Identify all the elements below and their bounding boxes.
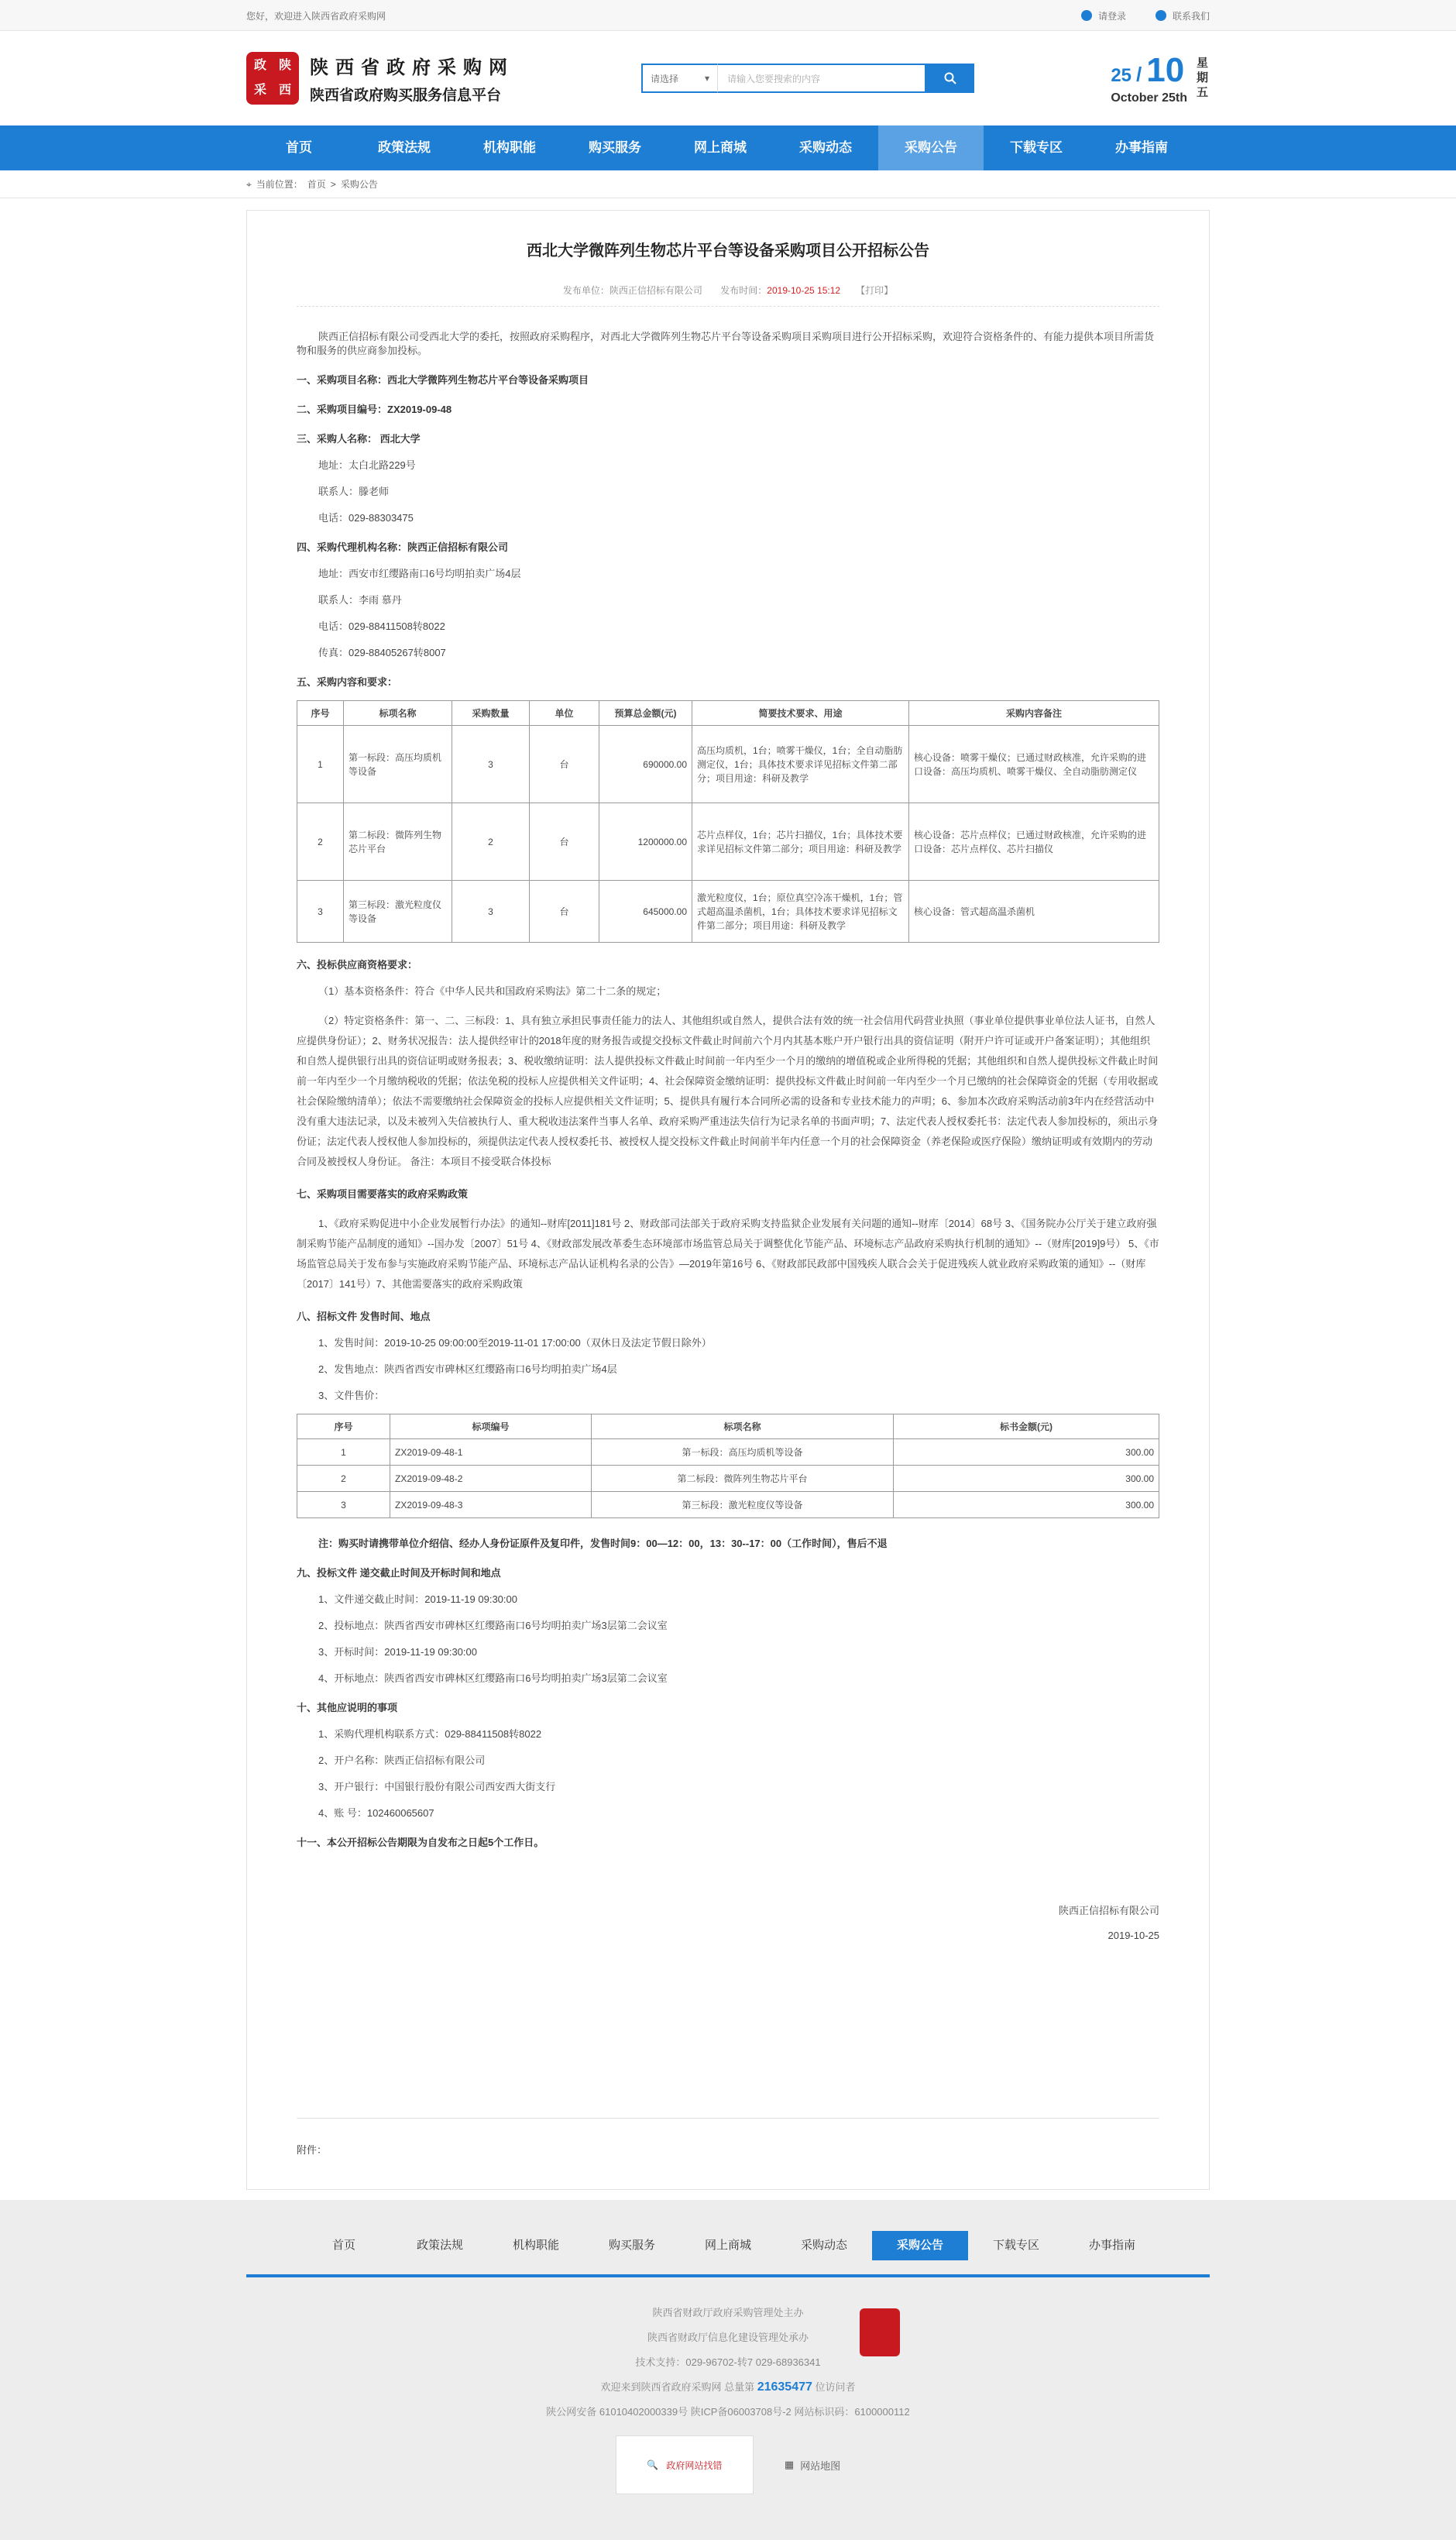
date-day: 25 [1111, 65, 1132, 86]
footer-badges [0, 2435, 1456, 2494]
s3-item: 电话：029-88303475 [318, 512, 414, 524]
table-header: 序号 [297, 701, 344, 726]
s8-item: 1、发售时间：2019-10-25 09:00:00至2019-11-01 17:00:00（双休日及法定节假日除外） [318, 1337, 712, 1349]
cell: 第三标段：激光粒度仪等设备 [344, 881, 452, 943]
site-subtitle: 陕西省政府购买服务信息平台 [310, 88, 502, 104]
chevron-down-icon: ▾ [704, 73, 709, 84]
nav-purchase-service[interactable]: 购买服务 [589, 140, 641, 155]
section-11: 十一、本公开招标公告期限为自发布之日起5个工作日。 [297, 1837, 544, 1848]
section-4: 四、采购代理机构名称：陕西正信招标有限公司 [297, 541, 509, 553]
login-label: 请登录 [1097, 10, 1126, 22]
signature-date: 2019-10-25 [1107, 1930, 1159, 1941]
table-row [297, 881, 1159, 943]
table-row [297, 803, 1159, 881]
s4-item: 联系人：李雨 慕丹 [318, 594, 402, 606]
footer [0, 2200, 1456, 2540]
lots-table [297, 700, 1159, 943]
article-title: 西北大学微阵列生物芯片平台等设备采购项目公开招标公告 [527, 242, 929, 259]
user-icon [1081, 10, 1092, 21]
cell: 第一标段：高压均质机等设备 [344, 726, 452, 803]
contact-link[interactable] [1156, 9, 1210, 22]
cell: 核心设备：管式超高温杀菌机 [909, 881, 1159, 943]
table-header: 序号 [297, 1414, 390, 1439]
table-row [297, 1439, 1159, 1466]
nav-news[interactable]: 采购动态 [799, 140, 852, 155]
footer-nav [246, 2200, 1210, 2260]
footer-support: 技术支持：029-96702-转7 029-68936341 [635, 2356, 821, 2368]
cell: 690000.00 [599, 726, 692, 803]
section-3: 三、采购人名称： 西北大学 [297, 433, 421, 445]
cell: ZX2019-09-48-3 [390, 1492, 592, 1518]
magnifier-icon: 🔍 [647, 2459, 659, 2470]
cell: 3 [452, 881, 530, 943]
s4-item: 地址：西安市红缨路南口6号均明拍卖广场4层 [318, 568, 521, 579]
section-10: 十、其他应说明的事项 [297, 1702, 398, 1713]
footer-visitors [0, 2375, 1456, 2400]
section-7: 七、采购项目需要落实的政府采购政策 [297, 1188, 469, 1200]
visitor-count: 21635477 [757, 2380, 812, 2394]
time-label: 发布时间： [720, 285, 767, 296]
crumb-current[interactable]: 采购公告 [340, 179, 378, 190]
nav-guide[interactable]: 办事指南 [1115, 140, 1168, 155]
footer-info [0, 2301, 1456, 2425]
s9-item: 2、投标地点：陕西省西安市碑林区红缨路南口6号均明拍卖广场3层第二会议室 [318, 1620, 668, 1631]
section-6: 六、投标供应商资格要求： [297, 959, 418, 971]
s8-item: 3、文件售价： [318, 1390, 385, 1401]
cell: 核心设备：芯片点样仪；已通过财政核准，允许采购的进口设备：芯片点样仪、芯片扫描仪 [909, 803, 1159, 881]
cell: 1 [297, 726, 344, 803]
cell: 2 [297, 1466, 390, 1492]
visitor-prefix: 欢迎来到陕西省政府采购网 总量第 [600, 2381, 755, 2393]
footer-nav-item-active[interactable]: 采购公告 [872, 2231, 968, 2260]
cell: 第二标段：微阵列生物芯片平台 [344, 803, 452, 881]
search-button[interactable] [926, 64, 974, 93]
select-label: 请选择 [651, 73, 679, 84]
footer-nav-item[interactable]: 采购动态 [800, 2239, 847, 2252]
nav-announcement[interactable]: 采购公告 [878, 125, 984, 170]
table-header: 标项编号 [390, 1414, 592, 1439]
section-5: 五、采购内容和要求： [297, 676, 398, 688]
site-title: 陕西省政府采购网 [310, 57, 514, 78]
footer-nav-item[interactable]: 网上商城 [704, 2239, 751, 2252]
date-english: October 25th [1111, 91, 1187, 105]
cell: 300.00 [894, 1466, 1159, 1492]
welcome-text: 您好，欢迎进入陕西省政府采购网 [246, 10, 386, 22]
cell: 台 [530, 726, 599, 803]
nav-online-mall[interactable]: 网上商城 [694, 140, 747, 155]
nav-policy[interactable]: 政策法规 [378, 140, 431, 155]
cell: 核心设备：喷雾干燥仪；已通过财政核准，允许采购的进口设备：高压均质机、喷雾干燥仪、全自动脂肪测定仪 [909, 726, 1159, 803]
footer-record: 陕公网安备 61010402000339号 陕ICP备06003708号-2 网站标识码：6100000112 [546, 2406, 910, 2418]
footer-nav-item[interactable]: 机构职能 [512, 2239, 559, 2252]
table-header: 采购数量 [452, 701, 530, 726]
table-row [297, 1466, 1159, 1492]
print-button[interactable]: 【打印】 [856, 285, 894, 296]
s10-item: 3、开户银行：中国银行股份有限公司西安西大街支行 [318, 1781, 556, 1792]
crumb-separator: > [330, 179, 336, 190]
nav-institution[interactable]: 机构职能 [483, 140, 536, 155]
cell: 2 [297, 803, 344, 881]
footer-nav-item[interactable]: 政策法规 [416, 2239, 463, 2252]
cell: ZX2019-09-48-1 [390, 1439, 592, 1466]
footer-organizer: 陕西省财政厅信息化建设管理处承办 [647, 2332, 809, 2343]
article-panel [246, 210, 1210, 2190]
s10-item: 1、采购代理机构联系方式：029-88411508转8022 [318, 1728, 542, 1740]
sitemap-link[interactable] [785, 2458, 840, 2473]
table-header: 简要技术要求、用途 [692, 701, 909, 726]
cell: 300.00 [894, 1492, 1159, 1518]
publish-time: 2019-10-25 15:12 [767, 285, 841, 296]
party-emblem-icon[interactable] [860, 2308, 900, 2356]
attachment-label: 附件： [297, 2118, 1159, 2157]
sitemap-icon: ▦ [784, 2459, 795, 2470]
footer-nav-item[interactable]: 下载专区 [992, 2239, 1039, 2252]
s4-item: 传真：029-88405267转8007 [318, 647, 446, 658]
table-header: 单位 [530, 701, 599, 726]
section-9: 九、投标文件 递交截止时间及开标时间和地点 [297, 1567, 501, 1579]
breadcrumb [0, 170, 1456, 198]
badge-label: 政府网站找错 [666, 2459, 723, 2471]
seal-char: 陕 [278, 59, 291, 72]
seal-char: 政 [253, 59, 266, 72]
footer-divider [246, 2274, 1210, 2277]
cell: 台 [530, 881, 599, 943]
section-2: 二、采购项目编号：ZX2019-09-48 [297, 404, 452, 415]
section-1: 一、采购项目名称：西北大学微阵列生物芯片平台等设备采购项目 [297, 374, 589, 386]
cell: 台 [530, 803, 599, 881]
table-row [297, 726, 1159, 803]
seal-char: 西 [278, 84, 291, 97]
logo-seal [246, 52, 299, 105]
date-weekday: 星期五 [1195, 56, 1208, 101]
date-widget: 25 / 10 October 25th 星期五 [1111, 51, 1208, 105]
section-8: 八、招标文件 发售时间、地点 [297, 1311, 431, 1322]
top-bar [0, 0, 1456, 31]
phone-icon [1156, 10, 1166, 21]
table-header: 预算总金额(元) [599, 701, 692, 726]
s6-basic: （1）基本资格条件：符合《中华人民共和国政府采购法》第二十二条的规定； [318, 985, 667, 997]
footer-nav-item[interactable]: 购买服务 [608, 2239, 655, 2252]
s6-specific: （2）特定资格条件：第一、二、三标段：1、具有独立承担民事责任能力的法人、其他组织或自然人，提供合法有效的统一社会信用代码营业执照（事业单位提供事业单位法人证书，自然人应提供身份证）；2、财务状况报告：法人提供经审计的2018年度的财务报告或提交投标文件截止时间前六个月内其基本账户开户银行出具的资信证明（附开户许可证或开户备案证明）；其他组织和自然人提供银行出具的资信证明或财务报表；3、税收缴纳证明：法人提供投标文件截止时间前一年内至少一个月的缴纳的增值税或企业所得税的凭据；其他组织和自然人提供投标文件截止时间前一年内至少一个月缴纳税收的凭据；依法免税的投标人应提供相关文件证明；4、社会保障资金缴纳证明：提供投标文件截止时间前一年内至少一个月已缴纳的社会保障资金的凭据（专用收据或社会保险缴纳清单）；依法不需要缴纳社会保障资金的投标人应提供相关文件证明；5、提供具有履行本合同所必需的设备和专业技术能力的声明；6、参加本次政府采购活动前3年内在经营活动中没有重大违法记录，以及未被列入失信被执行人、重大税收违法案件当事人名单、政府采购严重违法失信行为记录名单的书面声明；7、法定代表人授权委托书：法定代表人参加投标的，须出示身份证；法定代表人授权他人参加投标的，须提供法定代表人授权委托书、被授权人提交投标文件截止时间前半年内任意一个月的社会保障资金（养老保险或医疗保险）缴纳证明或有效期内的劳动合同及被授权人身份证。 备注：本项目不接受联合体投标 [297, 1015, 1159, 1167]
cell: 645000.00 [599, 881, 692, 943]
login-link[interactable] [1081, 9, 1126, 22]
publisher: 发布单位：陕西正信招标有限公司 [562, 285, 702, 296]
footer-host: 陕西省财政厅政府采购管理处主办 [652, 2307, 804, 2318]
table-header: 标项名称 [344, 701, 452, 726]
table-header: 标项名称 [592, 1414, 894, 1439]
signature-org: 陕西正信招标有限公司 [1058, 1905, 1159, 1916]
crumb-home[interactable]: 首页 [307, 179, 326, 190]
crumb-prefix: 当前位置： [256, 179, 303, 190]
s8-item: 2、发售地点：陕西省西安市碑林区红缨路南口6号均明拍卖广场4层 [318, 1363, 617, 1375]
cell: 第三标段：激光粒度仪等设备 [592, 1492, 894, 1518]
table-row [297, 1492, 1159, 1518]
visitor-suffix: 位访问者 [815, 2381, 856, 2393]
cell: 3 [452, 726, 530, 803]
sitemap-label: 网站地图 [800, 2459, 841, 2472]
seal-char: 采 [253, 84, 266, 97]
contact-label: 联系我们 [1172, 10, 1210, 22]
cell: 1 [297, 1439, 390, 1466]
search-category-select[interactable] [641, 64, 717, 93]
cell: 3 [297, 881, 344, 943]
article-meta [297, 284, 1159, 307]
header [0, 31, 1456, 125]
table-header: 标书金额(元) [894, 1414, 1159, 1439]
cell: 3 [297, 1492, 390, 1518]
intro: 陕西正信招标有限公司受西北大学的委托，按照政府采购程序，对西北大学微阵列生物芯片平台等设备采购项目采购项目进行公开招标采购，欢迎符合资格条件的、有能力提供本项目所需货物和服务的供应商参加投标。 [297, 331, 1155, 356]
s7-policy: 1、《政府采购促进中小企业发展暂行办法》的通知--财库[2011]181号 2、财政部司法部关于政府采购支持监狱企业发展有关问题的通知--财库〔2014〕68号 3、《国务院办公厅关于建立政府强制采购节能产品制度的通知》--国办发〔2007〕51号 4、《财政部发展改革委生态环境部市场监管总局关于调整优化节能产品、环境标志产品政府采购执行机制的通知》--（财库[2019]9号） 5、《市场监管总局关于发布参与实施政府采购节能产品、环境标志产品认证机构名录的公告》—2019年第16号 6、《财政部民政部中国残疾人联合会关于促进残疾人就业政府采购政策的通知》--（财库〔2017〕141号）7、其他需要落实的政府采购政策 [297, 1218, 1159, 1290]
cell: 第二标段：微阵列生物芯片平台 [592, 1466, 894, 1492]
search-icon [944, 72, 956, 84]
location-icon: ⌖ [246, 179, 252, 190]
cell: ZX2019-09-48-2 [390, 1466, 592, 1492]
cell: 2 [452, 803, 530, 881]
article-body [297, 330, 1159, 1943]
s3-item: 地址：太白北路229号 [318, 459, 416, 471]
search-bar [641, 64, 974, 93]
cell: 高压均质机，1台；喷雾干燥仪，1台；全自动脂肪测定仪，1台；具体技术要求详见招标文件第二部分；项目用途：科研及教学 [692, 726, 909, 803]
nav-home[interactable]: 首页 [286, 140, 312, 155]
date-month: 10 [1146, 51, 1185, 89]
fee-table [297, 1414, 1159, 1518]
table-header: 采购内容备注 [909, 701, 1159, 726]
cell: 1200000.00 [599, 803, 692, 881]
cell: 300.00 [894, 1439, 1159, 1466]
gov-site-error-badge[interactable] [616, 2435, 754, 2494]
footer-nav-item[interactable]: 首页 [331, 2239, 355, 2252]
nav-download[interactable]: 下载专区 [1010, 140, 1063, 155]
s9-item: 3、开标时间：2019-11-19 09:30:00 [318, 1646, 477, 1658]
cell: 芯片点样仪，1台；芯片扫描仪，1台；具体技术要求详见招标文件第二部分；项目用途：科研及教学 [692, 803, 909, 881]
cell: 激光粒度仪，1台；原位真空冷冻干燥机，1台；管式超高温杀菌机，1台；具体技术要求详见招标文件第二部分；项目用途：科研及教学 [692, 881, 909, 943]
s9-item: 4、开标地点：陕西省西安市碑林区红缨路南口6号均明拍卖广场3层第二会议室 [318, 1672, 668, 1684]
main-nav [0, 125, 1456, 170]
s4-item: 电话：029-88411508转8022 [318, 620, 445, 632]
search-input[interactable]: 请输入您要搜索的内容 [717, 64, 926, 93]
footer-nav-item[interactable]: 办事指南 [1088, 2239, 1135, 2252]
purchase-note: 注：购买时请携带单位介绍信、经办人身份证原件及复印件，发售时间9：00—12：00，13：30--17：00（工作时间），售后不退 [318, 1538, 888, 1549]
cell: 第一标段：高压均质机等设备 [592, 1439, 894, 1466]
s9-item: 1、文件递交截止时间：2019-11-19 09:30:00 [318, 1593, 517, 1605]
site-logo[interactable] [246, 52, 626, 105]
s10-item: 4、账 号：102460065607 [318, 1807, 434, 1819]
s10-item: 2、开户名称：陕西正信招标有限公司 [318, 1755, 486, 1766]
s3-item: 联系人：滕老师 [318, 486, 390, 497]
